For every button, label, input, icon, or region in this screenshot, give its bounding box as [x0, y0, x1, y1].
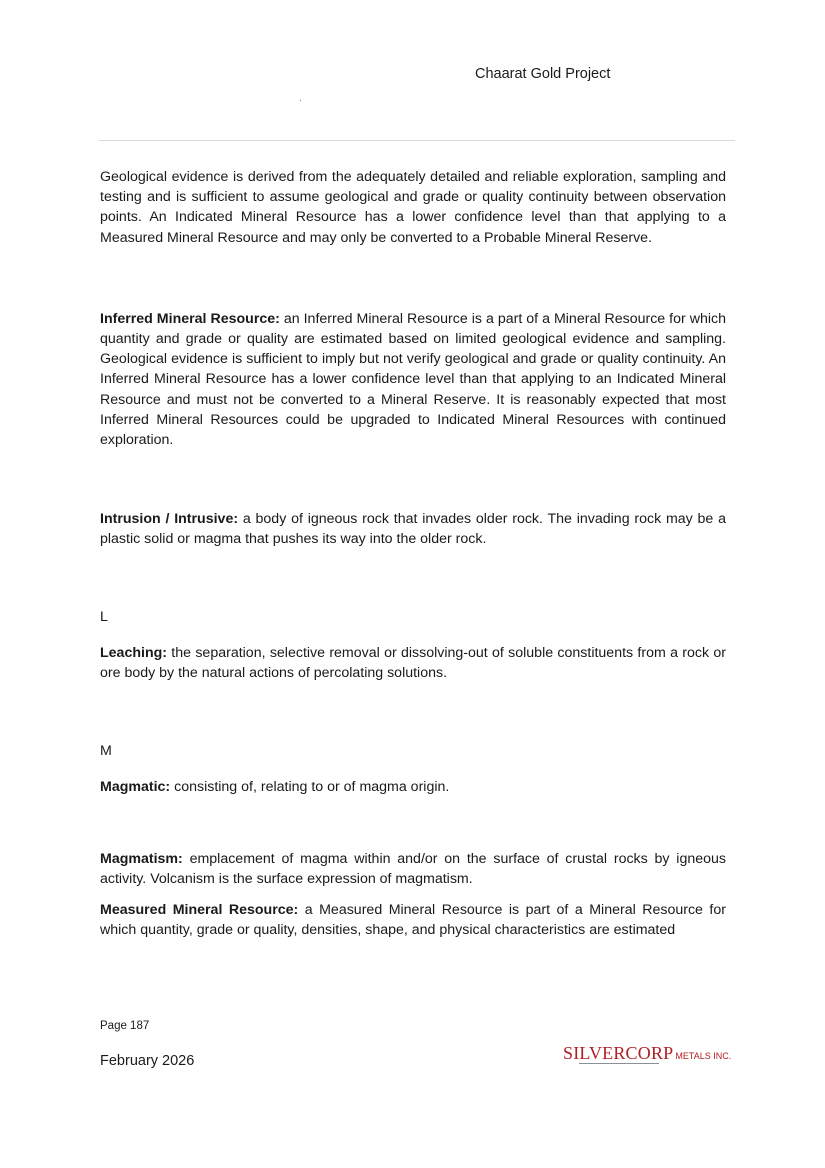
- silvercorp-logo: [563, 1043, 731, 1064]
- header-dot-mark: [300, 100, 301, 101]
- glossary-term: Inferred Mineral Resource:: [100, 310, 280, 327]
- logo-underline: [579, 1063, 659, 1064]
- logo-wordmark: SILVERCORP: [563, 1043, 674, 1063]
- glossary-entry-magmatic: [100, 777, 726, 797]
- glossary-entry-magmatism: [100, 849, 726, 889]
- glossary-entry-inferred-mineral-resource: [100, 309, 726, 450]
- glossary-term: Magmatism:: [100, 850, 183, 867]
- glossary-definition: a Measured Mineral Resource is part of a Mineral Resource for which quantity, grade or quality, densities, shape, and physical characteristics are estimated: [100, 902, 726, 939]
- header-title: Chaarat Gold Project: [475, 66, 611, 82]
- glossary-definition: consisting of, relating to or of magma origin.: [170, 779, 450, 796]
- glossary-definition: the separation, selective removal or dissolving-out of soluble constituents from a rock or ore body by the natural actions of percolating solutions.: [100, 644, 726, 682]
- paragraph-text: Geological evidence is derived from the adequately detailed and reliable exploration, sampling and testing and is sufficient to assume geological and grade or quality continuity between observation points. An Indicated Mineral Resource has a lower confidence level than that applying to a Measured Mineral Resource and may only be converted to a Probable Mineral Reserve.: [100, 169, 726, 246]
- glossary-content: [100, 167, 726, 940]
- header-divider: [99, 140, 735, 141]
- page-number: Page 187: [100, 1020, 150, 1032]
- section-letter-l: L: [100, 608, 108, 625]
- glossary-definition: emplacement of magma within and/or on the surface of crustal rocks by igneous activity. Volcanism is the surface expression of magmatism.: [100, 850, 726, 887]
- glossary-definition: a body of igneous rock that invades older rock. The invading rock may be a plastic solid or magma that pushes its way into the older rock.: [100, 511, 726, 548]
- glossary-term: Magmatic:: [100, 779, 171, 796]
- glossary-paragraph-indicated-continued: [100, 167, 726, 248]
- glossary-term: Leaching:: [100, 644, 168, 661]
- glossary-entry-measured-mineral-resource: [100, 900, 726, 940]
- logo-subtitle: METALS INC.: [675, 1051, 732, 1061]
- glossary-term: Intrusion / Intrusive:: [100, 511, 239, 528]
- glossary-definition: an Inferred Mineral Resource is a part of a Mineral Resource for which quantity and grade or quality are estimated based on limited geological evidence and sampling. Geological evidence is sufficient to imply but not verify geological and grade or quality continuity. An Inferred Mineral Resource has a lower confidence level than that applying to an Indicated Mineral Resource and must not be converted to a Mineral Reserve. It is reasonably expected that most Inferred Mineral Resources could be upgraded to Indicated Mineral Resources with continued exploration.: [100, 310, 726, 449]
- section-letter-m: M: [100, 743, 112, 760]
- glossary-entry-intrusion: [100, 509, 726, 549]
- footer-date: February 2026: [100, 1053, 195, 1069]
- glossary-term: Measured Mineral Resource:: [100, 902, 299, 919]
- glossary-entry-leaching: [100, 643, 726, 683]
